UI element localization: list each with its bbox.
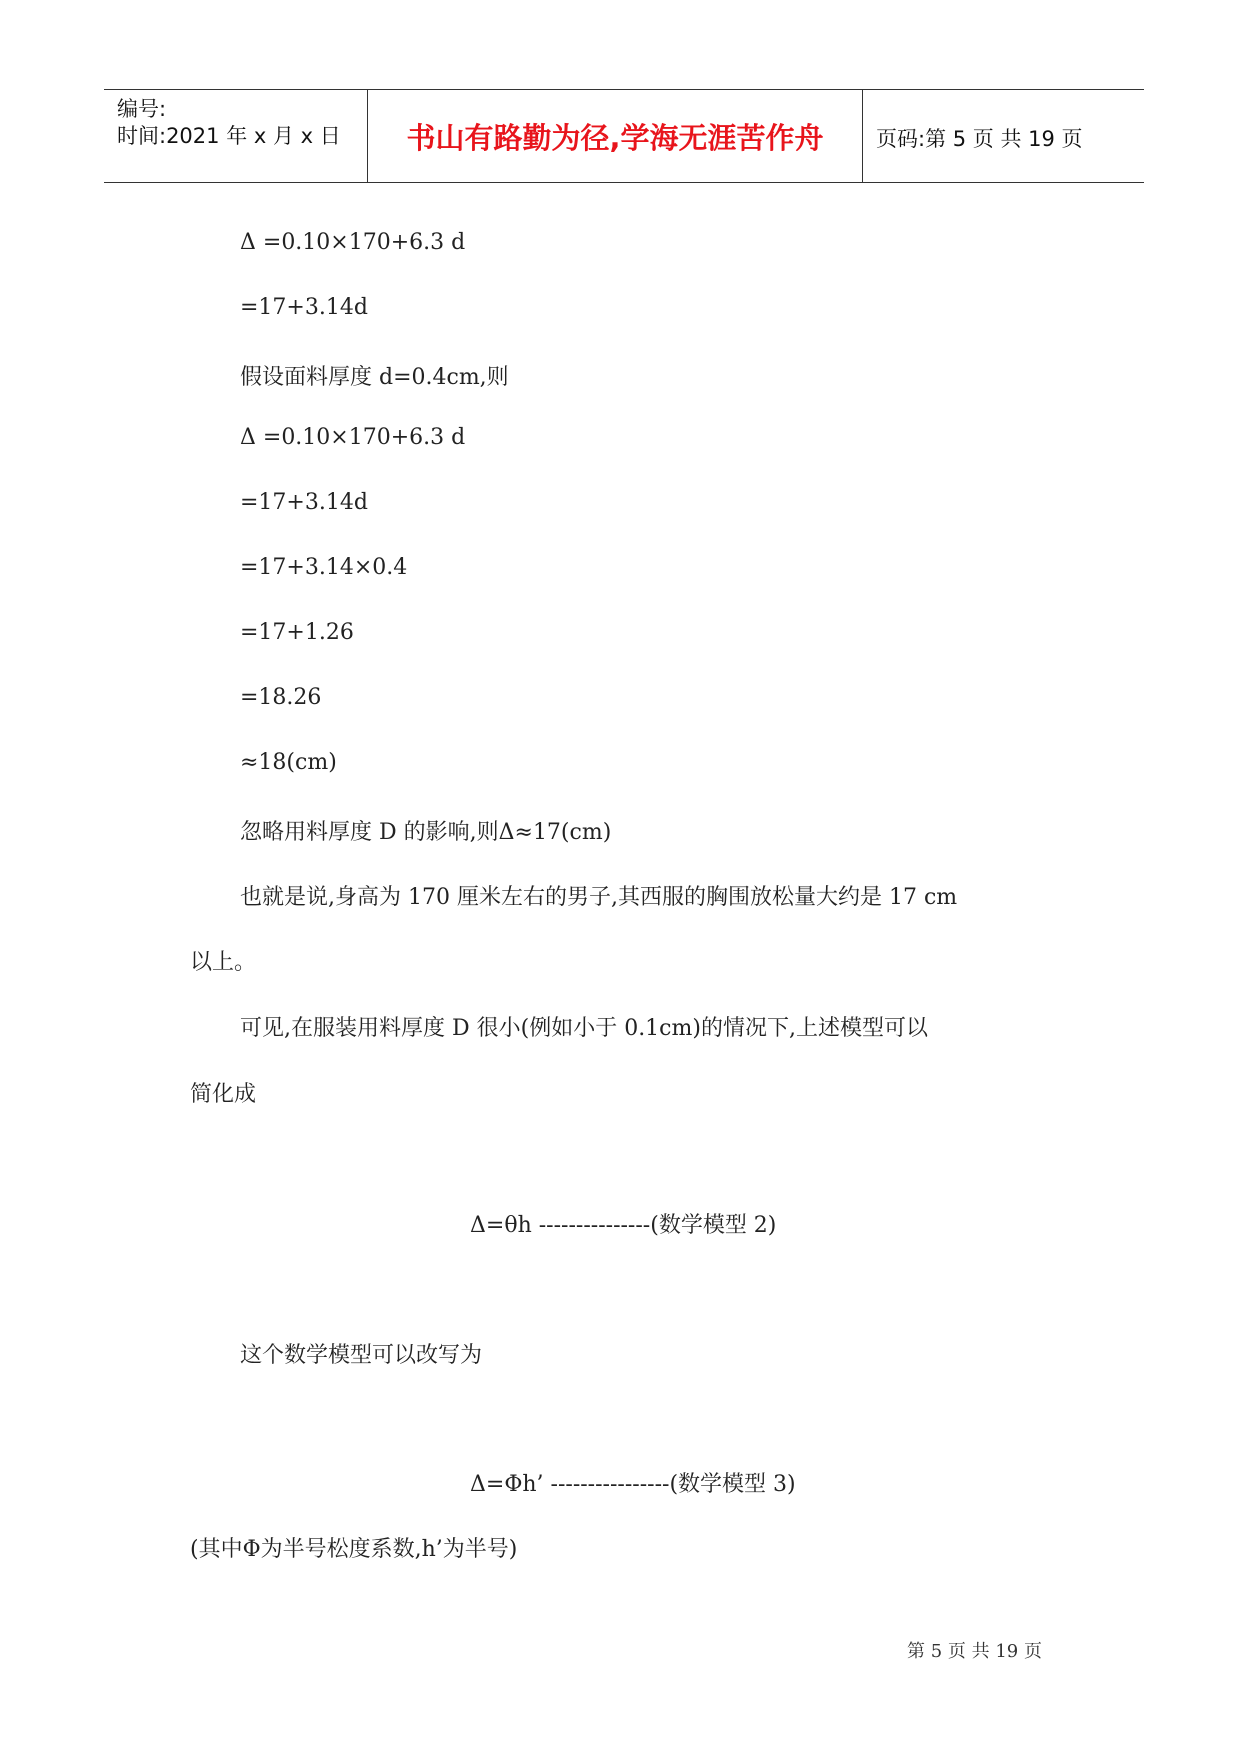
document-time-label: 时间:2021 年 x 月 x 日 (117, 124, 341, 148)
equation-line: Δ =0.10×170+6.3 d (240, 425, 466, 450)
page-header (104, 89, 1144, 183)
math-model-2: Δ=θh ---------------(数学模型 2) (470, 1213, 777, 1238)
equation-line: =17+3.14×0.4 (240, 555, 408, 580)
equation-line: =18.26 (240, 685, 322, 710)
paragraph-line: 也就是说,身高为 170 厘米左右的男子,其西服的胸围放松量大约是 17 cm (240, 885, 958, 910)
header-page-number: 页码:第 5 页 共 19 页 (876, 127, 1083, 151)
paragraph-line: 这个数学模型可以改写为 (240, 1343, 483, 1368)
equation-line: Δ =0.10×170+6.3 d (240, 230, 466, 255)
paragraph-line: 简化成 (190, 1082, 257, 1107)
equation-line: ≈18(cm) (240, 750, 337, 775)
equation-line: =17+3.14d (240, 490, 368, 515)
header-page-cell (863, 90, 1144, 182)
page-footer: 第 5 页 共 19 页 (907, 1641, 1042, 1662)
header-motto-cell (368, 90, 863, 182)
header-meta-cell (104, 90, 368, 182)
paragraph-line: (其中Φ为半号松度系数,h’为半号) (190, 1537, 518, 1562)
paragraph-line: 忽略用料厚度 D 的影响,则Δ≈17(cm) (240, 820, 612, 845)
math-model-3: Δ=Φh’ ----------------(数学模型 3) (470, 1472, 796, 1497)
document-number-label: 编号: (117, 97, 167, 121)
paragraph-line: 可见,在服装用料厚度 D 很小(例如小于 0.1cm)的情况下,上述模型可以 (240, 1016, 928, 1041)
paragraph-line: 假设面料厚度 d=0.4cm,则 (240, 365, 509, 390)
paragraph-line: 以上。 (190, 950, 257, 975)
equation-line: =17+1.26 (240, 620, 354, 645)
equation-line: =17+3.14d (240, 295, 368, 320)
motto-text: 书山有路勤为径,学海无涯苦作舟 (406, 120, 824, 155)
